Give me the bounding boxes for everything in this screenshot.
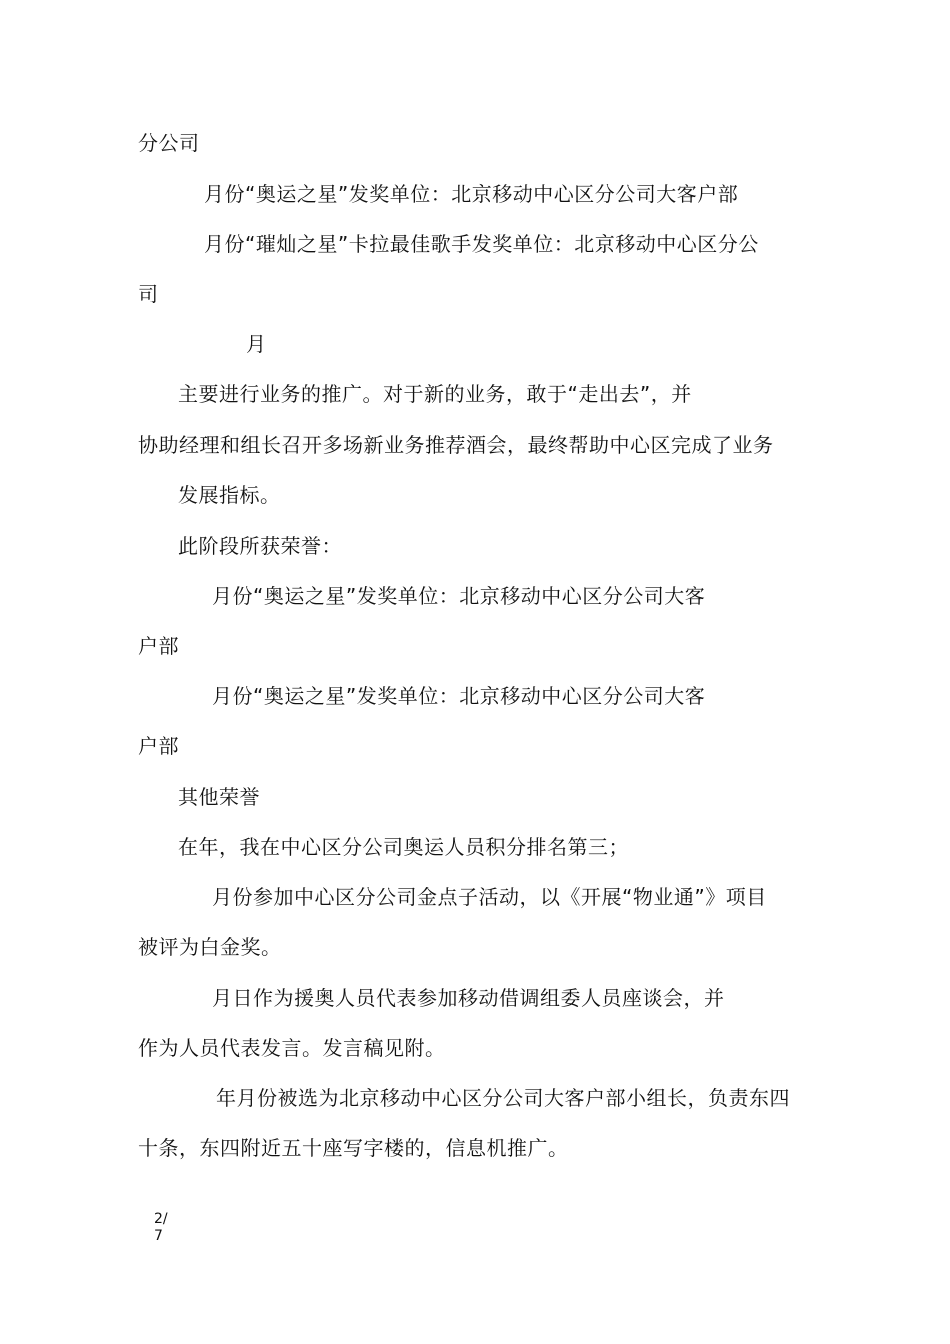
text-line: 在年，我在中心区分公司奥运人员积分排名第三； <box>178 835 629 859</box>
text-line: 月日作为援奥人员代表参加移动借调组委人员座谈会，并 <box>212 986 725 1010</box>
text-line: 户部 <box>138 734 179 758</box>
page-number-bottom: 7 <box>154 1228 163 1244</box>
text-line: 司 <box>138 282 159 306</box>
text-line: 发展指标。 <box>178 483 281 507</box>
text-line: 其他荣誉 <box>178 785 260 809</box>
text-line: 月份“奥运之星”发奖单位：北京移动中心区分公司大客 <box>212 684 706 708</box>
text-line: 月份“奥运之星”发奖单位：北京移动中心区分公司大客户部 <box>204 182 739 206</box>
text-line: 月 <box>246 332 267 356</box>
text-line: 被评为白金奖。 <box>138 935 282 959</box>
text-line: 此阶段所获荣誉： <box>178 534 342 558</box>
text-line: 作为人员代表发言。发言稿见附。 <box>138 1036 446 1060</box>
text-line: 月份参加中心区分公司金点子活动，以《开展“物业通”》项目 <box>212 885 767 909</box>
text-line: 月份“奥运之星”发奖单位：北京移动中心区分公司大客 <box>212 584 706 608</box>
text-line: 主要进行业务的推广。对于新的业务，敢于“走出去”，并 <box>178 382 692 406</box>
text-line: 十条，东四附近五十座写字楼的，信息机推广。 <box>138 1136 569 1160</box>
text-line: 户部 <box>138 634 179 658</box>
text-line: 年月份被选为北京移动中心区分公司大客户部小组长，负责东四 <box>216 1086 790 1110</box>
page-number-top: 2/ <box>154 1211 168 1227</box>
text-line: 分公司 <box>138 131 200 155</box>
text-line: 协助经理和组长召开多场新业务推荐酒会，最终帮助中心区完成了业务 <box>138 433 774 457</box>
text-line: 月份“璀灿之星”卡拉最佳歌手发奖单位：北京移动中心区分公 <box>204 232 759 256</box>
